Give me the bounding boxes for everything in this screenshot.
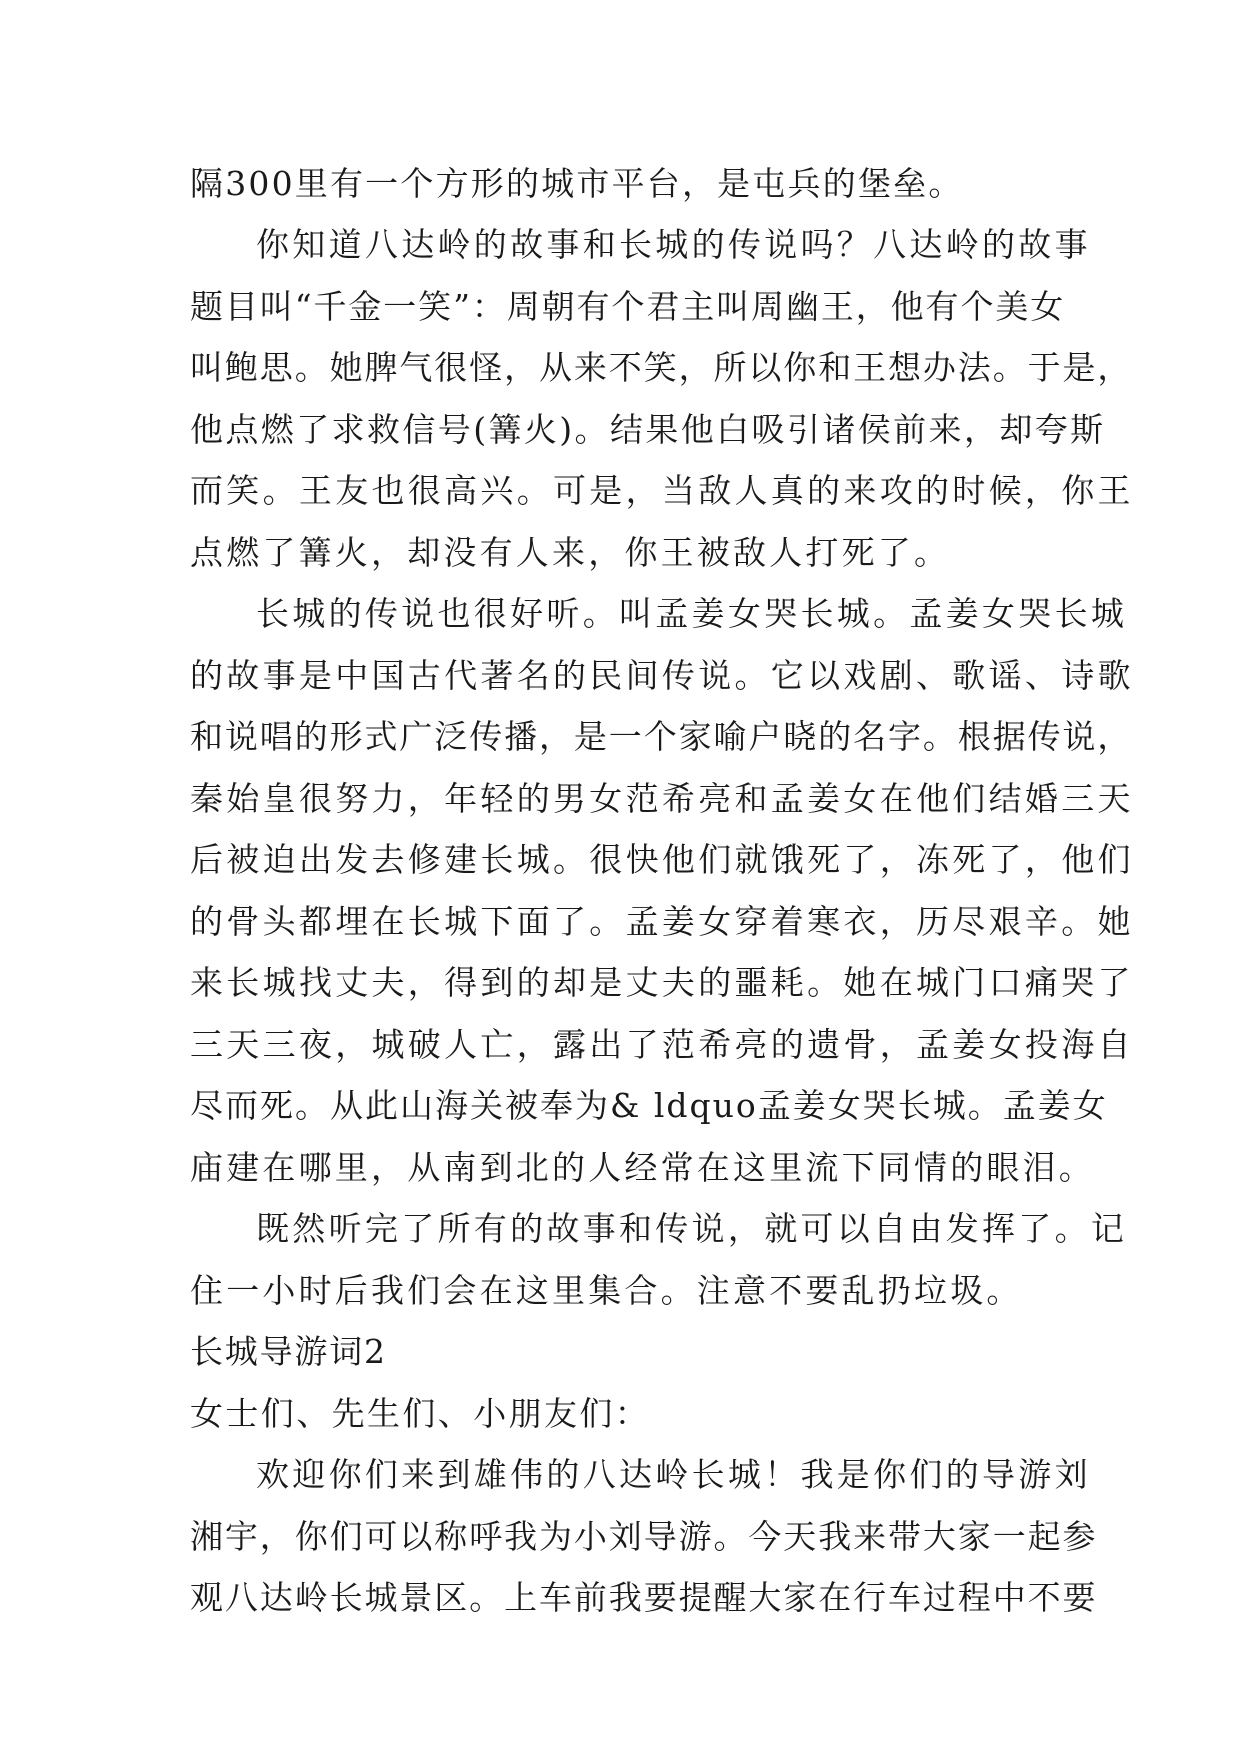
text-line: 题目叫“千金一笑”：周朝有个君主叫周幽王，他有个美女	[190, 287, 1066, 326]
text-line: 长城的传说也很好听。叫孟姜女哭长城。孟姜女哭长城	[256, 594, 1128, 633]
text-line: 的骨头都埋在长城下面了。孟姜女穿着寒衣，历尽艰辛。她	[190, 902, 1134, 941]
text-line: 住一小时后我们会在这里集合。注意不要乱扔垃圾。	[190, 1271, 1023, 1310]
text-line: 隔300里有一个方形的城市平台，是屯兵的堡垒。	[190, 164, 964, 203]
greeting-line: 女士们、先生们、小朋友们：	[190, 1394, 651, 1433]
text-line: 他点燃了求救信号(篝火)。结果他白吸引诸侯前来，却夸斯	[190, 410, 1106, 449]
text-line: 既然听完了所有的故事和传说，就可以自由发挥了。记	[256, 1209, 1128, 1248]
text-line: 后被迫出发去修建长城。很快他们就饿死了，冻死了，他们	[190, 840, 1134, 879]
text-line: 来长城找丈夫，得到的却是丈夫的噩耗。她在城门口痛哭了	[190, 963, 1134, 1002]
text-line: 而笑。王友也很高兴。可是，当敌人真的来攻的时候，你王	[190, 471, 1134, 510]
text-line: 的故事是中国古代著名的民间传说。它以戏剧、歌谣、诗歌	[190, 656, 1134, 695]
section-heading: 长城导游词2	[190, 1332, 387, 1371]
text-line: 点燃了篝火，却没有人来，你王被敌人打死了。	[190, 533, 951, 572]
text-line: 三天三夜，城破人亡，露出了范希亮的遗骨，孟姜女投海自	[190, 1025, 1134, 1064]
text-line: 秦始皇很努力，年轻的男女范希亮和孟姜女在他们结婚三天	[190, 779, 1134, 818]
text-line: 庙建在哪里，从南到北的人经常在这里流下同情的眼泪。	[190, 1148, 1095, 1187]
text-line: 欢迎你们来到雄伟的八达岭长城！我是你们的导游刘	[256, 1455, 1091, 1494]
text-line: 尽而死。从此山海关被奉为& ldquo孟姜女哭长城。孟姜女	[190, 1086, 1108, 1125]
text-line: 你知道八达岭的故事和长城的传说吗？八达岭的故事	[256, 225, 1091, 264]
text-line: 湘宇，你们可以称呼我为小刘导游。今天我来带大家一起参	[190, 1517, 1098, 1556]
text-line: 观八达岭长城景区。上车前我要提醒大家在行车过程中不要	[190, 1578, 1098, 1617]
text-line: 和说唱的形式广泛传播，是一个家喻户晓的名字。根据传说，	[190, 717, 1133, 756]
text-line: 叫鲍思。她脾气很怪，从来不笑，所以你和王想办法。于是，	[190, 348, 1133, 387]
